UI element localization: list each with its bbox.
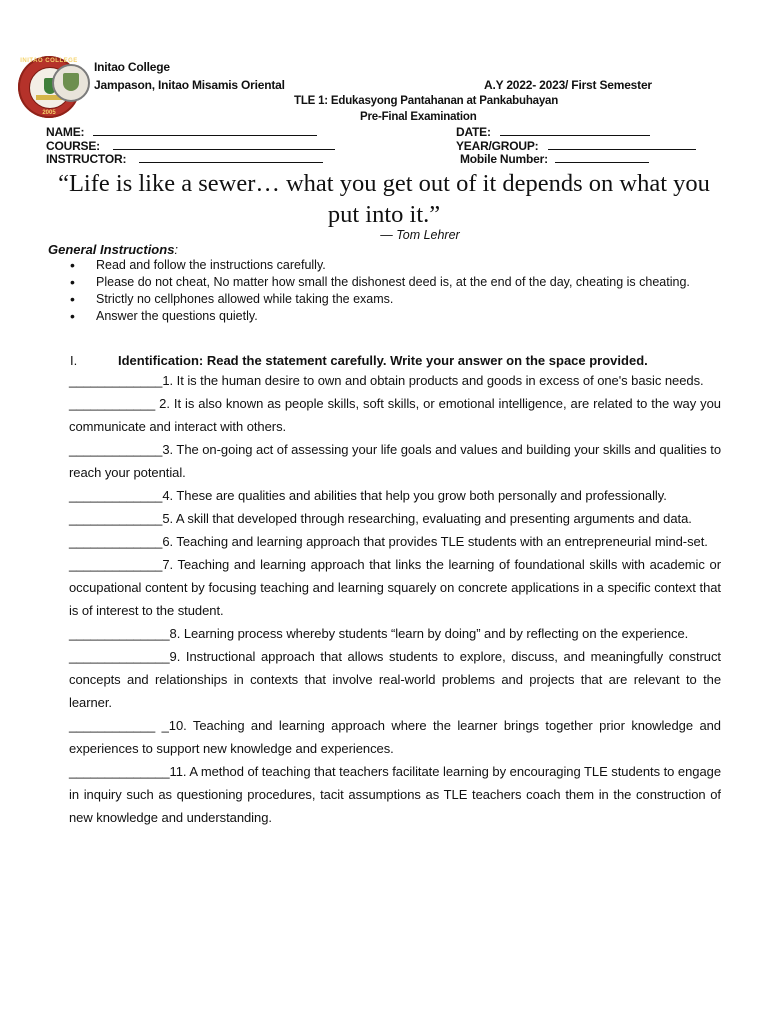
academic-year: A.Y 2022- 2023/ First Semester bbox=[484, 78, 652, 92]
name-label: NAME: bbox=[46, 125, 85, 139]
date-field[interactable] bbox=[456, 125, 650, 139]
instructions-title-colon: : bbox=[174, 242, 179, 257]
date-label: DATE: bbox=[456, 125, 491, 139]
course-field[interactable] bbox=[46, 139, 335, 153]
year-group-blank[interactable] bbox=[548, 139, 696, 150]
mobile-label: Mobile Number: bbox=[460, 152, 548, 166]
instruction-item: • Please do not cheat, No matter how small the dishonest deed is, at the end of the day, cheating is cheating. bbox=[70, 275, 722, 290]
instruction-item: • Strictly no cellphones allowed while taking the exams. bbox=[70, 292, 722, 307]
instructions-title-text: General Instructions bbox=[48, 242, 175, 257]
instructions-list bbox=[70, 258, 722, 326]
question-item: ______________8. Learning process whereby students “learn by doing” and by reflecting on the experience. bbox=[69, 626, 689, 641]
instructions-title bbox=[48, 242, 178, 257]
question-item: _____________3. The on-going act of assessing your life goals and values and building your skills and qualities to reach your potential. bbox=[69, 442, 721, 480]
seal-ring-text: INITAO COLLEGE bbox=[20, 58, 78, 64]
instruction-item: • Read and follow the instructions carefully. bbox=[70, 258, 722, 273]
secondary-seal-logo bbox=[52, 64, 90, 102]
question-item: _____________7. Teaching and learning approach that links the learning of foundational skills with academic or occupational content by focusing teaching and learning squarely on concrete applications in a specific context that is of interest to the student. bbox=[69, 557, 721, 618]
year-group-field[interactable] bbox=[456, 139, 696, 153]
motivational-quote: “Life is like a sewer… what you get out of it depends on what you put into it.” bbox=[58, 170, 710, 228]
name-field[interactable] bbox=[46, 125, 317, 139]
quote-author: ― Tom Lehrer bbox=[380, 228, 460, 242]
question-item: _____________5. A skill that developed through researching, evaluating and presenting arguments and data. bbox=[69, 511, 692, 526]
course-label: COURSE: bbox=[46, 139, 100, 153]
section-heading-text: Identification: Read the statement carefully. Write your answer on the space provided. bbox=[118, 353, 648, 368]
question-item: _____________6. Teaching and learning approach that provides TLE students with an entrepreneurial mind-set. bbox=[69, 534, 708, 549]
question-item: ______________9. Instructional approach that allows students to explore, discuss, and meaningfully construct concepts and relationships in contexts that involve real-world problems and projects that are relevant to the learner. bbox=[69, 649, 721, 710]
date-blank[interactable] bbox=[500, 125, 650, 136]
instructor-field[interactable] bbox=[46, 152, 323, 166]
subject-title: TLE 1: Edukasyong Pantahanan at Pankabuhayan bbox=[294, 95, 559, 107]
question-item: _____________4. These are qualities and abilities that help you grow both personally and professionally. bbox=[69, 488, 667, 503]
instruction-item: • Answer the questions quietly. bbox=[70, 309, 722, 324]
course-blank[interactable] bbox=[113, 139, 335, 150]
section-number: I. bbox=[70, 353, 78, 368]
instructor-blank[interactable] bbox=[139, 152, 323, 163]
year-group-label: YEAR/GROUP: bbox=[456, 139, 539, 153]
crest-icon bbox=[63, 73, 79, 91]
exam-title: Pre-Final Examination bbox=[360, 111, 477, 123]
question-item: ____________ 2. It is also known as people skills, soft skills, or emotional intelligence, are related to the way you communicate and interact with others. bbox=[69, 396, 721, 434]
school-name: Initao College bbox=[94, 60, 170, 74]
question-item: _____________1. It is the human desire to own and obtain products and goods in excess of one's basic needs. bbox=[69, 373, 704, 388]
mobile-field[interactable] bbox=[460, 152, 649, 166]
mobile-blank[interactable] bbox=[555, 152, 649, 163]
school-address: Jampason, Initao Misamis Oriental bbox=[94, 78, 285, 92]
section-heading bbox=[70, 353, 730, 368]
question-item: ______________11. A method of teaching that teachers facilitate learning by encouraging TLE students to engage in inquiry such as questioning procedures, tacit assumptions as TLE teachers coach them in the construction of new knowledge and understanding. bbox=[69, 764, 721, 825]
seal-year: 2005 bbox=[42, 110, 56, 116]
name-blank[interactable] bbox=[93, 125, 317, 136]
identification-questions bbox=[69, 369, 721, 829]
instructor-label: INSTRUCTOR: bbox=[46, 152, 127, 166]
question-item: ____________ _10. Teaching and learning approach where the learner brings together prior knowledge and experiences to support new knowledge and experiences. bbox=[69, 718, 721, 756]
